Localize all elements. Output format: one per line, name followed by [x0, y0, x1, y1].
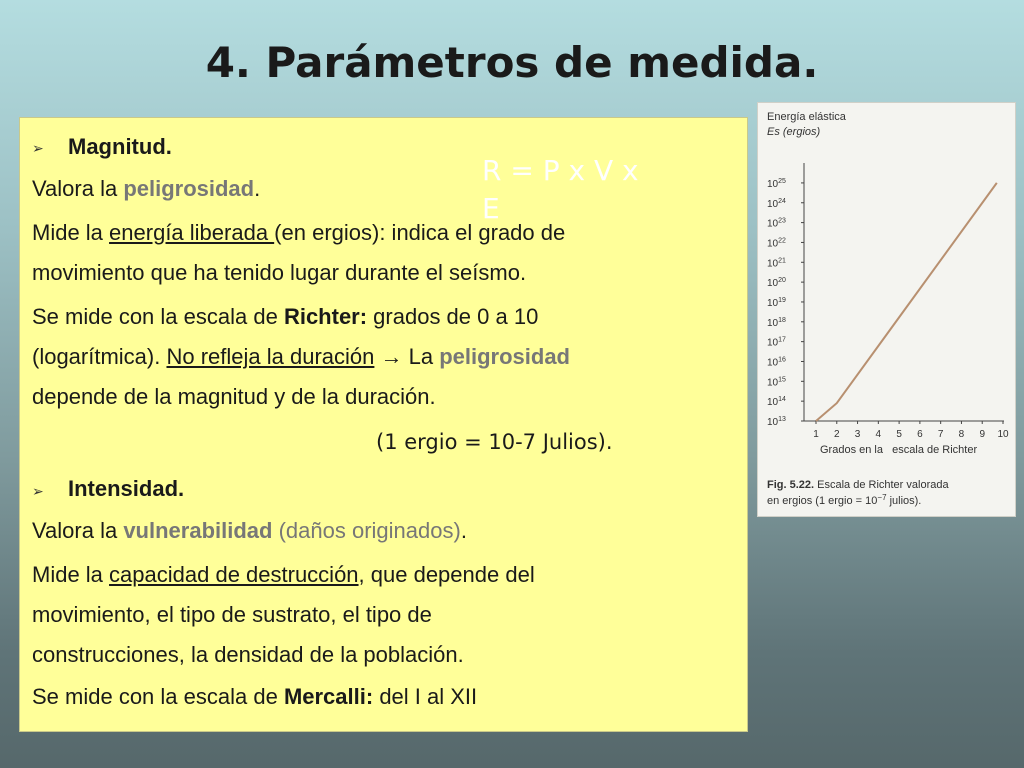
y-tick-label: $10^{24}$ — [767, 197, 786, 210]
chart-ylabel-2: Es (ergios) — [767, 126, 821, 138]
x-tick-label: 6 — [917, 429, 923, 440]
x-tick-label: 7 — [937, 429, 944, 440]
chart-series-line — [816, 183, 997, 421]
ergio-note: (1 ergio = 10-7 Julios). — [376, 430, 613, 454]
y-tick-label: $10^{14}$ — [767, 396, 786, 409]
x-tick-label: 4 — [875, 429, 882, 440]
x-tick-label: 3 — [854, 429, 861, 440]
magnitud-line-4: Se mide con la escala de Richter: grados de 0 a 10 — [32, 304, 539, 329]
magnitud-bullet-icon: ➢ — [32, 141, 44, 157]
x-tick-label: 10 — [997, 429, 1009, 440]
magnitud-line-5: (logarítmica). No refleja la duración → La peligrosidad — [32, 344, 570, 369]
y-tick-label: $10^{13}$ — [767, 416, 786, 428]
y-tick-label: $10^{25}$ — [767, 177, 786, 190]
intensidad-line-2: Mide la capacidad de destrucción, que depende del — [32, 562, 535, 587]
x-tick-label: 8 — [958, 429, 965, 440]
magnitud-line-6: depende de la magnitud y de la duración. — [32, 384, 436, 409]
y-tick-label: $10^{17}$ — [767, 336, 786, 349]
chart-caption-1: Fig. 5.22. Escala de Richter valorada — [767, 479, 949, 491]
y-tick-label: $10^{19}$ — [767, 296, 786, 309]
richter-figure — [757, 102, 1016, 517]
intensidad-line-5: Se mide con la escala de Mercalli: del I al XII — [32, 684, 478, 709]
x-tick-label: 2 — [833, 429, 840, 440]
y-tick-label: $10^{23}$ — [767, 217, 786, 230]
chart-caption-2: en ergios (1 ergio = $10^{-7}$ julios). — [767, 493, 922, 507]
slide-title: 4. Parámetros de medida. — [205, 38, 819, 87]
intensidad-line-3: movimiento, el tipo de sustrato, el tipo de — [32, 602, 432, 627]
richter-chart — [758, 103, 1017, 518]
y-tick-label: $10^{20}$ — [767, 277, 786, 290]
intensidad-bullet-icon: ➢ — [32, 484, 44, 500]
magnitud-line-2: Mide la energía liberada (en ergios): indica el grado de — [32, 220, 566, 245]
intensidad-heading: Intensidad. — [68, 476, 185, 501]
formula-text: R = P x V x E — [482, 154, 639, 225]
x-tick-label: 5 — [896, 429, 902, 440]
content-panel — [19, 117, 748, 732]
intensidad-line-1: Valora la vulnerabilidad (daños originados). — [32, 518, 467, 543]
y-tick-label: $10^{15}$ — [767, 376, 786, 389]
magnitud-heading: Magnitud. — [68, 134, 172, 159]
y-tick-label: $10^{16}$ — [767, 356, 786, 369]
y-tick-label: $10^{18}$ — [767, 316, 786, 329]
x-tick-label: 1 — [813, 429, 819, 440]
magnitud-line-1: Valora la peligrosidad. — [32, 176, 261, 201]
magnitud-line-3: movimiento que ha tenido lugar durante el seísmo. — [32, 260, 527, 285]
chart-xlabel: Grados en la escala de Richter — [820, 444, 978, 456]
x-tick-label: 9 — [979, 429, 986, 440]
chart-ylabel-1: Energía elástica — [767, 111, 846, 123]
y-tick-label: $10^{22}$ — [767, 237, 786, 250]
intensidad-line-4: construcciones, la densidad de la población. — [32, 642, 464, 667]
y-tick-label: $10^{21}$ — [767, 257, 786, 270]
